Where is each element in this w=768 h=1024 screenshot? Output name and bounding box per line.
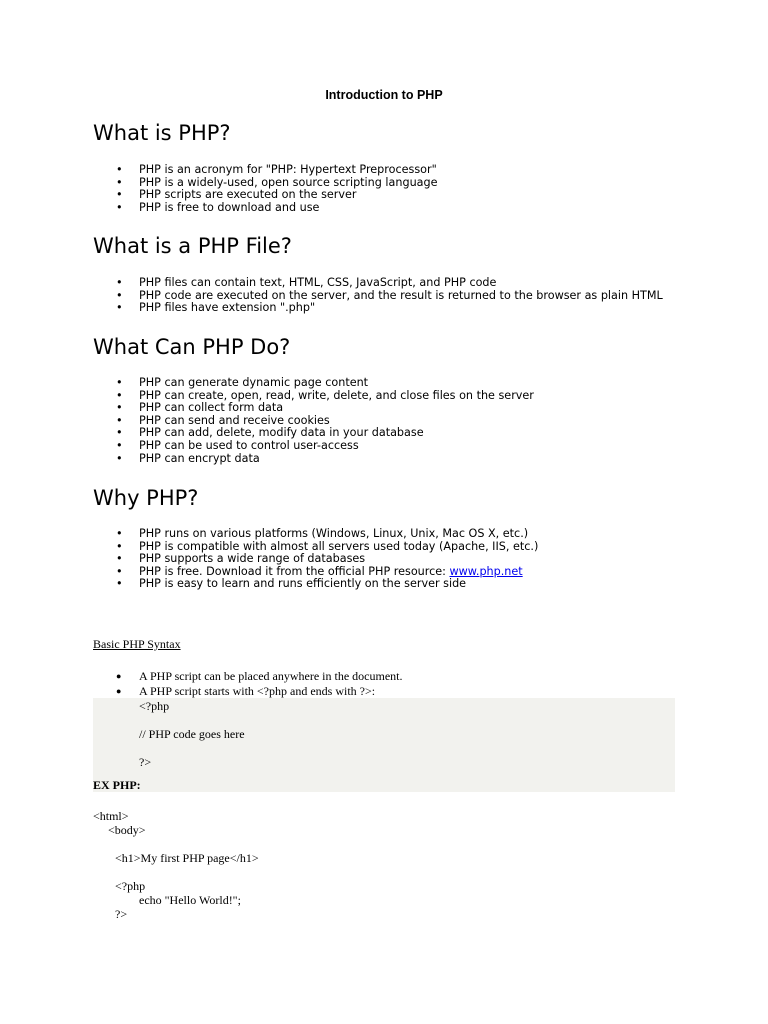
list-item: • PHP is a widely-used, open source scripting language — [116, 177, 438, 190]
list-item-text: PHP is free. Download it from the official PHP resource: — [139, 564, 450, 578]
list-item: • PHP supports a wide range of databases — [116, 553, 538, 566]
list-item: • PHP can send and receive cookies — [116, 415, 534, 428]
list-item: ● A PHP script can be placed anywhere in the document. — [116, 669, 402, 684]
heading-why-php: Why PHP? — [93, 486, 199, 510]
example-label: EX PHP: — [93, 778, 141, 792]
list-item: • PHP is an acronym for "PHP: Hypertext Preprocessor" — [116, 164, 438, 177]
list-what-is-php — [116, 164, 438, 214]
syntax-heading: Basic PHP Syntax — [93, 637, 181, 651]
example-line: <h1>My first PHP page</h1> — [115, 851, 259, 865]
list-item: • PHP scripts are executed on the server — [116, 189, 438, 202]
heading-what-is-php-file: What is a PHP File? — [93, 234, 292, 258]
list-item: ● A PHP script starts with <?php and ends with ?>: — [116, 684, 402, 699]
list-item: • PHP can be used to control user-access — [116, 440, 534, 453]
list-item: • PHP can collect form data — [116, 402, 534, 415]
php-net-link[interactable]: www.php.net — [449, 564, 523, 578]
code-line: <?php — [139, 699, 170, 713]
list-item: • PHP files have extension ".php" — [116, 302, 663, 315]
list-syntax — [116, 669, 402, 699]
list-item: • PHP is compatible with almost all servers used today (Apache, IIS, etc.) — [116, 541, 538, 554]
page-title: Introduction to PHP — [325, 88, 443, 102]
example-line: ?> — [115, 907, 128, 921]
list-why-php — [116, 528, 538, 591]
heading-what-can-php-do: What Can PHP Do? — [93, 335, 291, 359]
list-item: • PHP runs on various platforms (Windows, Linux, Unix, Mac OS X, etc.) — [116, 528, 538, 541]
example-line: <html> — [93, 809, 129, 823]
code-line: // PHP code goes here — [139, 727, 245, 741]
example-line: echo "Hello World!"; — [139, 893, 241, 907]
list-what-is-php-file — [116, 277, 663, 315]
code-line: ?> — [139, 755, 152, 769]
example-line: <?php — [115, 879, 146, 893]
example-line: <body> — [108, 823, 146, 837]
list-item: • PHP can generate dynamic page content — [116, 377, 534, 390]
list-what-can-php-do — [116, 377, 534, 465]
list-item: • PHP can create, open, read, write, delete, and close files on the server — [116, 390, 534, 403]
heading-what-is-php: What is PHP? — [93, 121, 231, 145]
list-item: • PHP code are executed on the server, and the result is returned to the browser as plain HTML — [116, 290, 663, 303]
list-item: • PHP is free to download and use — [116, 202, 438, 215]
list-item: • PHP is easy to learn and runs efficiently on the server side — [116, 578, 538, 591]
list-item: • PHP files can contain text, HTML, CSS, JavaScript, and PHP code — [116, 277, 663, 290]
list-item: • PHP can add, delete, modify data in your database — [116, 427, 534, 440]
list-item: • PHP can encrypt data — [116, 453, 534, 466]
code-block — [93, 698, 675, 792]
